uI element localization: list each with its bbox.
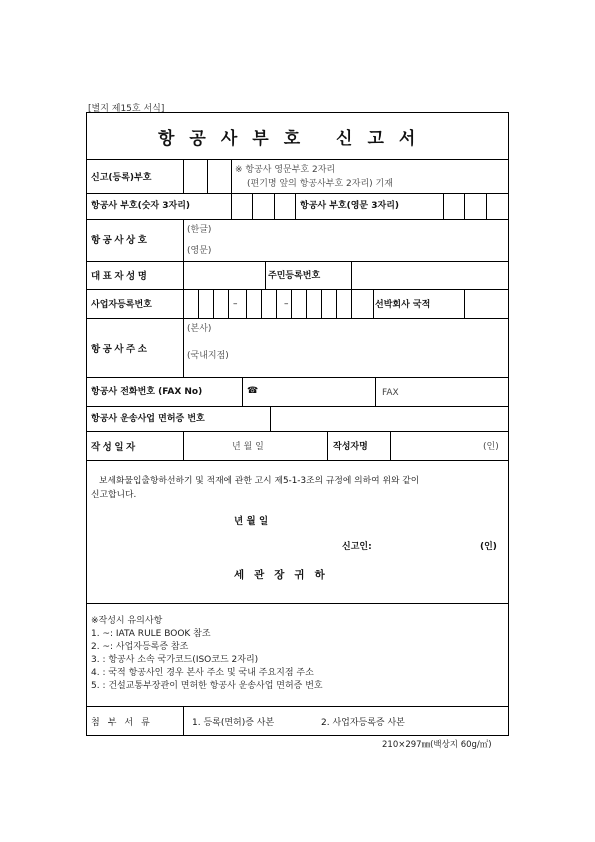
reporter-seal: (인)	[480, 542, 497, 552]
form-title: 항공사부호 신고서	[158, 129, 431, 149]
num-code-label: 항공사 부호(숫자 3자리)	[91, 201, 191, 211]
business-no-label: 사업자등록번호	[91, 300, 152, 310]
note-item: 4. : 국적 항공사인 경우 본사 주소 및 국내 주요지점 주소	[91, 668, 314, 678]
note-item: 1. ~: IATA RULE BOOK 참조	[91, 629, 211, 639]
attachment-item-2: 2. 사업자등록증 사본	[321, 718, 405, 728]
attachments-label: 첨부서류	[91, 718, 158, 728]
ship-nationality-label: 선박회사 국적	[375, 300, 431, 310]
declaration-line-2: 신고합니다.	[91, 490, 137, 500]
fax-label: FAX	[382, 388, 399, 398]
paper-spec: 210×297㎜(백상지 60g/㎡)	[382, 740, 492, 750]
address-head-office: (본사)	[187, 324, 212, 334]
phone-label: 항공사 전화번호 (FAX No)	[91, 387, 203, 397]
reg-code-note-2: (편기명 앞의 항공사부호 2자리) 기재	[247, 179, 393, 189]
writer-label: 작성자명	[333, 442, 368, 452]
license-label: 항공사 운송사업 면허증 번호	[91, 414, 205, 424]
note-item: 2. ~: 사업자등록증 참조	[91, 642, 189, 652]
notes-heading: ※작성시 유의사항	[91, 616, 163, 626]
company-name-label: 항공사상호	[91, 235, 150, 246]
declaration-date: 년 월 일	[234, 516, 269, 527]
form-reference: [별지 제15호 서식]	[88, 104, 165, 114]
recipient-customs: 세관장귀하	[234, 569, 335, 581]
reg-code-note-1: ※ 항공사 영문부호 2자리	[235, 165, 336, 175]
business-no-dash-1: –	[233, 299, 238, 309]
reporter-label: 신고인:	[342, 542, 372, 552]
attachment-item-1: 1. 등록(면허)증 사본	[192, 718, 275, 728]
address-label: 항공사주소	[91, 344, 150, 355]
date-label: 작성일자	[91, 442, 138, 453]
telephone-icon: ☎	[247, 386, 259, 396]
address-domestic-branch: (국내지점)	[187, 351, 229, 361]
date-value: 년 월 일	[232, 442, 264, 452]
reg-code-label: 신고(등록)부호	[91, 173, 152, 183]
note-item: 5. : 건설교통부장관이 면허한 항공사 운송사업 면허증 번호	[91, 681, 323, 691]
company-name-english: (영문)	[187, 246, 212, 256]
writer-seal: (인)	[483, 442, 499, 452]
eng-code-label: 항공사 부호(영문 3자리)	[300, 201, 400, 211]
representative-label: 대표자성명	[91, 271, 150, 282]
declaration-line-1: 보세화물입출항하선하기 및 적재에 관한 고시 제5-1-3조의 규정에 의하여 위와 같이	[99, 476, 420, 486]
company-name-korean: (한글)	[187, 225, 212, 235]
business-no-dash-2: –	[284, 299, 289, 309]
note-item: 3. : 항공사 소속 국가코드(ISO코드 2자리)	[91, 655, 259, 665]
resident-no-label: 주민등록번호	[268, 271, 321, 281]
